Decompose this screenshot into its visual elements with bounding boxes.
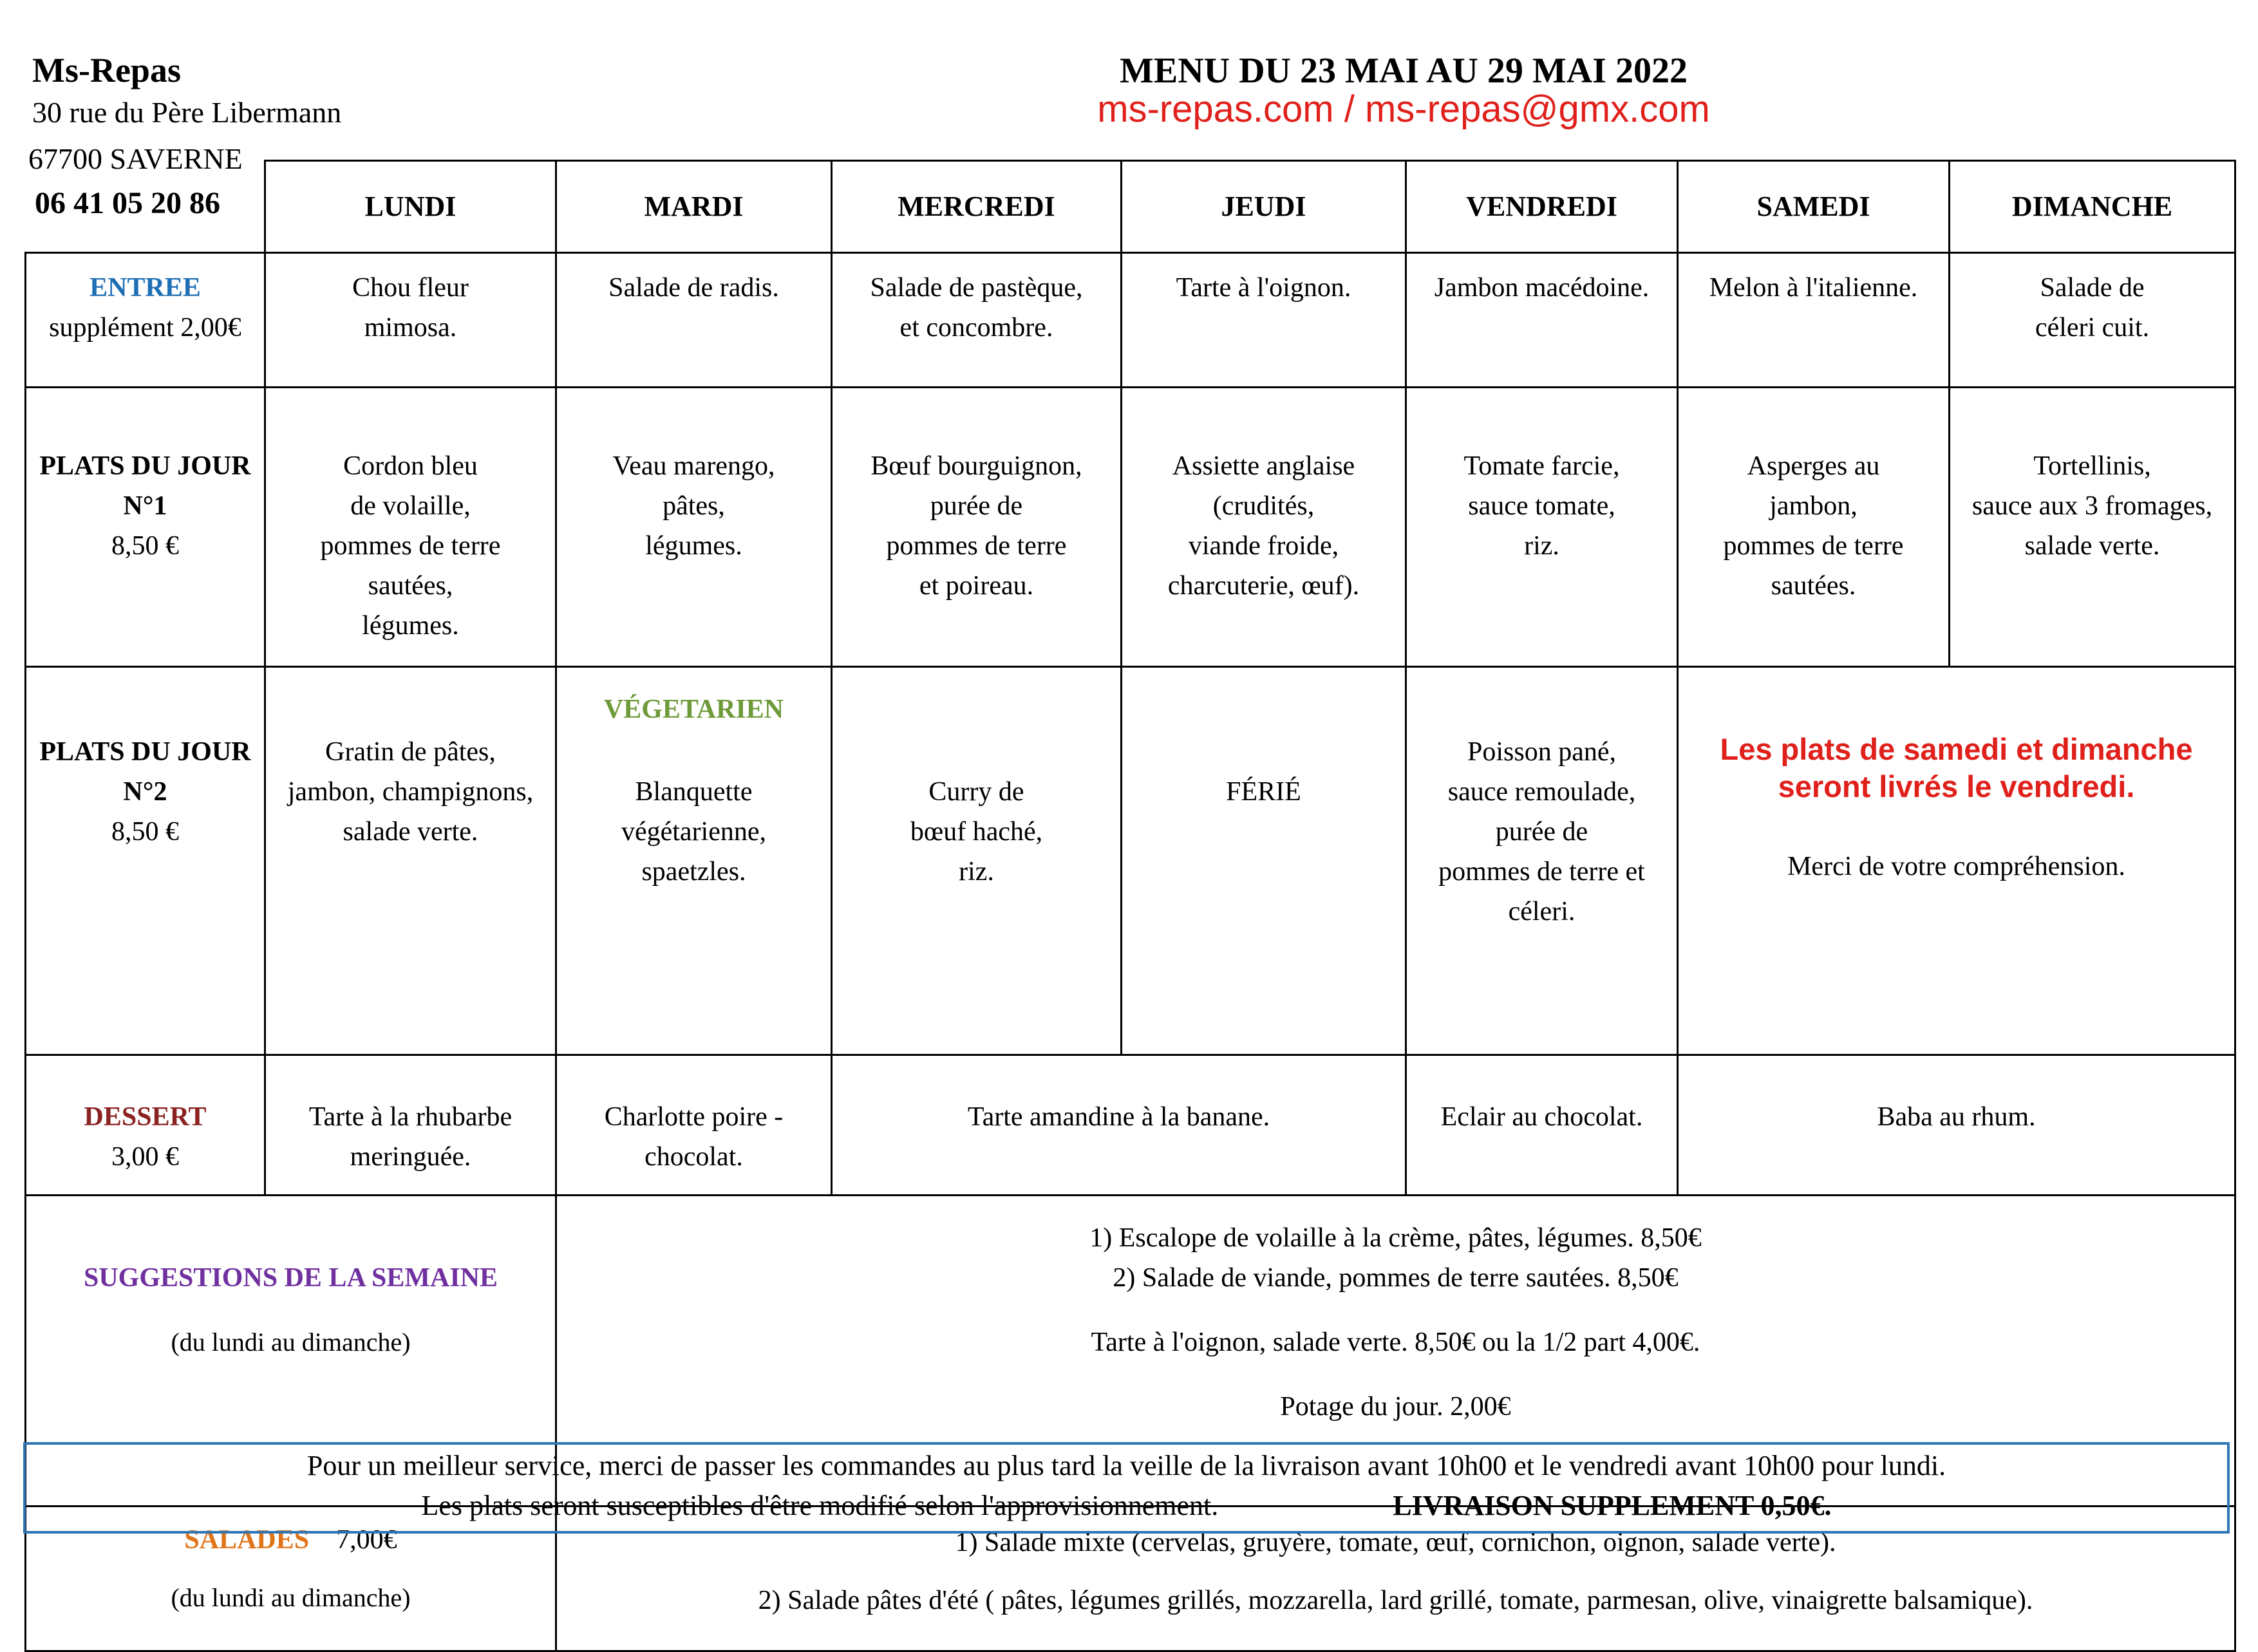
dessert-label: DESSERT [84,1102,207,1132]
entree-saturday [1678,253,1950,388]
text-line: charcuterie, œuf). [1167,571,1360,601]
entree-sunday [1950,253,2235,388]
entree-tuesday [556,253,832,388]
text-line: Assiette anglaise [1172,451,1355,481]
footer-line-2: Les plats seront susceptibles d'être modifié selon l'approvisionnement. [421,1490,1219,1521]
text-line: Baba au rhum. [1877,1102,2036,1132]
text-line: et poireau. [919,571,1034,601]
company-city: 67700 SAVERNE [28,142,243,175]
plat2-monday [265,667,556,1055]
text-line: pommes de terre [1723,531,1904,561]
text-line: purée de [930,491,1023,521]
entree-row [26,253,2235,388]
text-line: Tarte à l'oignon. [1176,273,1351,303]
text-line: et concombre. [899,313,1053,343]
text-line: salade verte. [343,817,478,847]
plat1-label: PLATS DU JOUR [39,451,251,481]
dessert-tuesday [556,1055,832,1196]
text-line: Jambon macédoine. [1434,273,1650,303]
entree-friday [1406,253,1678,388]
text-line: pommes de terre [886,531,1067,561]
plat1-saturday [1678,388,1950,667]
plat2-label: PLATS DU JOUR [39,737,251,767]
text-line: Bœuf bourguignon, [870,451,1082,481]
text-line: riz. [959,857,994,887]
text-line: salade verte. [2024,531,2160,561]
day-saturday: SAMEDI [1678,161,1950,253]
suggestions-note: (du lundi au dimanche) [171,1328,411,1356]
footer-line-1: Pour un meilleur service, merci de passer les commandes au plus tard la veille de la livraison avant 10h00 et le vendredi avant 10h00 pour lundi. [306,1450,1946,1481]
holiday-label: FÉRIÉ [1226,777,1301,807]
salades-note: (du lundi au dimanche) [171,1583,411,1612]
weekend-thanks: Merci de votre compréhension. [1787,852,2125,881]
dessert-monday [265,1055,556,1196]
entree-thursday [1122,253,1406,388]
text-line: pâtes, [663,491,725,521]
text-line: Potage du jour. 2,00€ [1280,1392,1511,1422]
text-line: Tomate farcie, [1463,451,1620,481]
plat1-thursday [1122,388,1406,667]
text-line: pommes de terre [320,531,501,561]
entree-monday [265,253,556,388]
day-sunday: DIMANCHE [1950,161,2235,253]
text-line: Cordon bleu [343,451,478,481]
text-line: de volaille, [350,491,471,521]
text-line: Curry de [928,777,1024,807]
text-line: Chou fleur [352,273,469,303]
plat2-wednesday [832,667,1122,1055]
plat1-label-cell [26,388,265,667]
text-line: spaetzles. [641,857,746,887]
text-line: Eclair au chocolat. [1440,1102,1643,1132]
text-line: riz. [1524,531,1559,561]
day-thursday: JEUDI [1122,161,1406,253]
vegetarian-tag: VÉGETARIEN [603,695,784,724]
text-line: pommes de terre et [1438,857,1645,887]
entree-label: ENTREE [89,273,201,303]
footer-notice [23,1442,2230,1534]
delivery-supplement: LIVRAISON SUPPLEMENT 0,50€. [1393,1490,1832,1521]
text-line: Charlotte poire - [604,1102,784,1132]
plat1-price: 8,50 € [111,531,179,561]
text-line: 1) Salade mixte (cervelas, gruyère, tomate, œuf, cornichon, oignon, salade verte). [955,1528,1836,1557]
plat2-weekend [1678,667,2235,1055]
weekend-note-line: seront livrés le vendredi. [1778,769,2135,803]
menu-table [24,160,2236,1652]
text-line: jambon, champignons, [287,777,534,807]
plat1-row [26,388,2235,667]
text-line: bœuf haché, [910,817,1043,847]
text-line: meringuée. [350,1142,471,1172]
text-line: sautées, [368,571,453,601]
company-name: Ms-Repas [32,51,181,89]
day-friday: VENDREDI [1406,161,1678,253]
day-monday: LUNDI [265,161,556,253]
text-line: Salade de pastèque, [870,273,1083,303]
dessert-price: 3,00 € [111,1142,179,1172]
plat2-friday [1406,667,1678,1055]
salades-price: 7,00€ [336,1525,397,1555]
text-line: sauce tomate, [1468,491,1615,521]
website-email: ms-repas.com / ms-repas@gmx.com [1097,88,1710,130]
menu-title: MENU DU 23 MAI AU 29 MAI 2022 [1120,51,1688,91]
suggestions-label: SUGGESTIONS DE LA SEMAINE [83,1263,498,1293]
day-wednesday: MERCREDI [832,161,1122,253]
text-line: légumes. [362,611,459,641]
text-line: sauce remoulade, [1447,777,1636,807]
text-line: Tarte amandine à la banane. [967,1102,1270,1132]
plat1-sunday [1950,388,2235,667]
text-line: céleri. [1508,897,1576,926]
text-line: viande froide, [1188,531,1339,561]
weekend-note-line: Les plats de samedi et dimanche [1720,732,2193,766]
text-line: sauce aux 3 fromages, [1971,491,2213,521]
text-line: Tortellinis, [2033,451,2151,481]
text-line: mimosa. [364,313,457,343]
plat2-label-cell [26,667,265,1055]
text-line: Veau marengo, [612,451,775,481]
dessert-weekend [1678,1055,2235,1196]
plat1-monday [265,388,556,667]
plat2-row [26,667,2235,1055]
text-line: 2) Salade de viande, pommes de terre sautées. 8,50€ [1113,1263,1679,1293]
text-line: légumes. [645,531,742,561]
text-line: Tarte à l'oignon, salade verte. 8,50€ ou la 1/2 part 4,00€. [1091,1328,1700,1357]
day-tuesday: MARDI [556,161,832,253]
entree-wednesday [832,253,1122,388]
dessert-row [26,1055,2235,1196]
plat1-friday [1406,388,1678,667]
text-line: Melon à l'italienne. [1709,273,1918,303]
text-line: 2) Salade pâtes d'été ( pâtes, légumes grillés, mozzarella, lard grillé, tomate, parmesan, olive, vinaigrette balsamique). [758,1586,2033,1615]
text-line: Tarte à la rhubarbe [308,1102,513,1132]
plat2-number: N°2 [123,777,167,807]
company-street: 30 rue du Père Libermann [32,96,342,129]
plat2-tuesday [556,667,832,1055]
text-line: (crudités, [1212,491,1315,521]
day-header-row [26,161,2235,253]
plat2-thursday [1122,667,1406,1055]
entree-label-cell [26,253,265,388]
dessert-wed-thu [832,1055,1406,1196]
dessert-friday [1406,1055,1678,1196]
text-line: végétarienne, [621,817,767,847]
company-phone: 06 41 05 20 86 [35,186,220,220]
entree-price: supplément 2,00€ [49,313,241,343]
text-line: chocolat. [644,1142,743,1172]
text-line: Salade de radis. [608,273,779,303]
plat1-number: N°1 [123,491,167,521]
text-line: Salade de [2040,273,2145,303]
text-line: céleri cuit. [2035,313,2150,343]
text-line: Asperges au [1747,451,1880,481]
text-line: Gratin de pâtes, [325,737,496,767]
plat1-wednesday [832,388,1122,667]
dessert-label-cell [26,1055,265,1196]
text-line: sautées. [1771,571,1856,601]
text-line: Blanquette [635,777,753,807]
text-line: Poisson pané, [1467,737,1616,767]
text-line: 1) Escalope de volaille à la crème, pâtes, légumes. 8,50€ [1089,1223,1702,1253]
plat2-price: 8,50 € [111,817,179,847]
text-line: jambon, [1769,491,1858,521]
salades-label: SALADES [184,1525,310,1555]
plat1-tuesday [556,388,832,667]
text-line: purée de [1495,817,1588,847]
